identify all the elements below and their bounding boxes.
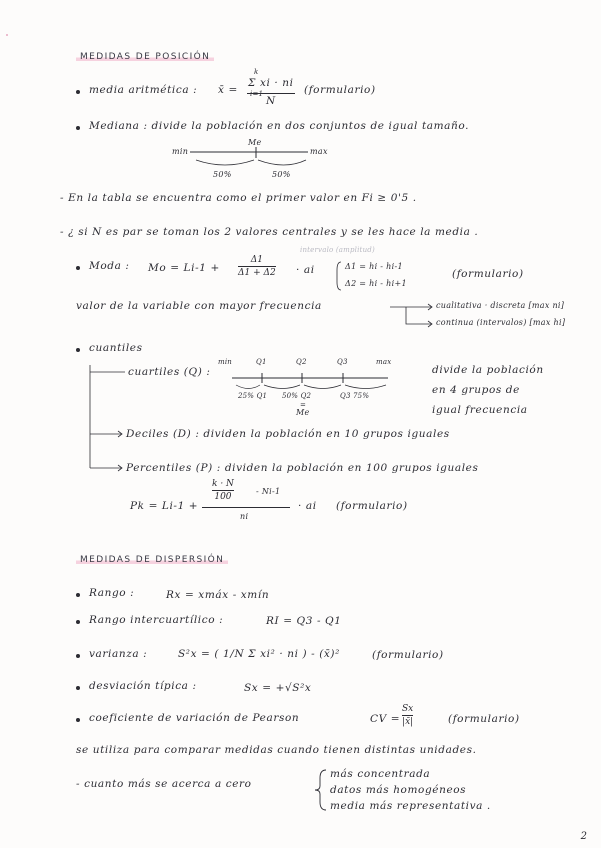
quartile-axis-q2: Q2 (296, 358, 307, 366)
sd-label: desviación típica : (89, 680, 197, 692)
quartile-me: Me (296, 408, 310, 417)
mean-formula-num: Σ xi · ni (248, 77, 294, 89)
range-label: Rango : (89, 587, 135, 599)
bullet (76, 620, 80, 624)
bullet (76, 593, 80, 597)
mean-label: media aritmética : (89, 84, 198, 96)
mean-tag: (formulario) (304, 84, 376, 96)
quartile-axis-q3: Q3 (337, 358, 348, 366)
quartiles-desc-1: divide la población (432, 364, 544, 376)
close-note: - cuanto más se acerca a cero (76, 778, 252, 790)
pk-inner-fraction (212, 479, 234, 502)
quantiles-label: cuantiles (89, 342, 143, 354)
median-axis-me: Me (248, 138, 262, 147)
quartile-axis-min: min (218, 358, 232, 366)
mode-formula-lhs: Mo = Li-1 + (148, 262, 220, 274)
mode-fraction (238, 255, 276, 278)
pk-fraction-bar (202, 507, 290, 508)
mode-delta-brace (337, 262, 341, 290)
cv-num: Sx (402, 704, 414, 714)
mode-frac-den: Δ1 + Δ2 (238, 268, 276, 278)
quartiles-desc-2: en 4 grupos de (432, 384, 520, 396)
mode-frac-num: Δ1 (250, 255, 263, 265)
close-item-2: datos más homogéneos (330, 784, 467, 796)
pk-inner-num: k · N (212, 479, 234, 489)
close-item-3: media más representativa . (330, 800, 491, 812)
quartile-pct-2: 50% Q2 (282, 392, 312, 400)
bullet (76, 266, 80, 270)
close-brace (315, 770, 326, 810)
mode-faint-note: intervalo (amplitud) (300, 246, 375, 254)
quartile-me-equals: = (300, 401, 307, 409)
cv-tag: (formulario) (448, 713, 520, 725)
quartile-pct-3: Q3 75% (340, 392, 370, 400)
pk-inner-den: 100 (214, 492, 232, 502)
quartiles-desc-3: igual frecuencia (432, 404, 528, 416)
percentiles-text: Percentiles (P) : dividen la población en 100 grupos iguales (126, 462, 479, 474)
cv-fraction (402, 704, 413, 727)
median-note-even: - ¿ si N es par se toman los 2 valores centrales y se les hace la media . (60, 226, 479, 238)
quartile-pct-1: 25% Q1 (238, 392, 268, 400)
bullet (76, 348, 80, 352)
variance-label: varianza : (89, 648, 148, 660)
pk-inner-tail: - Ni-1 (256, 487, 281, 496)
cv-lhs: CV = (370, 713, 401, 725)
median-right-brace (258, 160, 306, 165)
cv-den: |x̄| (402, 717, 414, 727)
pk-tail: · ai (298, 500, 317, 512)
variance-formula: S²x = ( 1/N Σ xi² · ni ) - (x̄)² (178, 648, 340, 660)
page-number: 2 (580, 831, 587, 842)
cv-label: coeficiente de variación de Pearson (89, 712, 300, 724)
bullet (76, 90, 80, 94)
mean-fraction-bar (247, 93, 295, 94)
pk-den: ni (240, 512, 249, 521)
dispersion-section-title: MEDIDAS DE DISPERSIÓN (76, 555, 228, 565)
mean-formula-den: N (266, 95, 276, 107)
median-right-pct: 50% (272, 170, 291, 179)
bullet (76, 686, 80, 690)
pk-formula-lhs: Pk = Li-1 + (130, 500, 199, 512)
mode-desc: valor de la variable con mayor frecuencia (76, 300, 322, 312)
bullet (76, 654, 80, 658)
mean-sum-bottom: i=1 (250, 90, 264, 98)
range-formula: Rx = xmáx - xmín (166, 589, 270, 601)
bullet (76, 126, 80, 130)
median-label: Mediana : divide la población en dos conjuntos de igual tamaño. (89, 120, 470, 132)
quartile-axis-q1: Q1 (256, 358, 267, 366)
mode-delta1: Δ1 = hi - hi-1 (345, 262, 403, 271)
iqr-label: Rango intercuartílico : (89, 614, 224, 626)
median-axis-min: min (172, 147, 189, 156)
mean-sum-top: k (254, 68, 259, 76)
mode-formula-tail: · ai (296, 264, 315, 276)
median-axis-max: max (310, 147, 328, 156)
median-left-brace (196, 160, 254, 165)
iqr-formula: RI = Q3 - Q1 (266, 615, 342, 627)
median-left-pct: 50% (213, 170, 232, 179)
median-note-table: - En la tabla se encuentra como el primer valor en Fi ≥ 0'5 . (60, 192, 417, 204)
cv-note: se utiliza para comparar medidas cuando tienen distintas unidades. (76, 744, 477, 756)
pk-tag: (formulario) (336, 500, 408, 512)
mode-branch-bottom-label: continua (intervalos) [max hi] (436, 318, 566, 327)
mode-branch-top-label: cualitativa · discreta [max ni] (436, 301, 565, 310)
quartiles-label: cuartiles (Q) : (128, 366, 211, 378)
variance-tag: (formulario) (372, 649, 444, 661)
bullet (76, 718, 80, 722)
mode-delta2: Δ2 = hi - hi+1 (345, 279, 407, 288)
sd-formula: Sx = +√S²x (244, 682, 312, 694)
mean-formula-lhs: x̄ = (218, 84, 238, 96)
mode-label: Moda : (89, 260, 130, 272)
position-section-title: MEDIDAS DE POSICIÓN (76, 52, 214, 62)
mode-tag: (formulario) (452, 268, 524, 280)
quartile-axis-max: max (376, 358, 392, 366)
deciles-text: Deciles (D) : dividen la población en 10 grupos iguales (126, 428, 450, 440)
close-item-1: más concentrada (330, 768, 431, 780)
